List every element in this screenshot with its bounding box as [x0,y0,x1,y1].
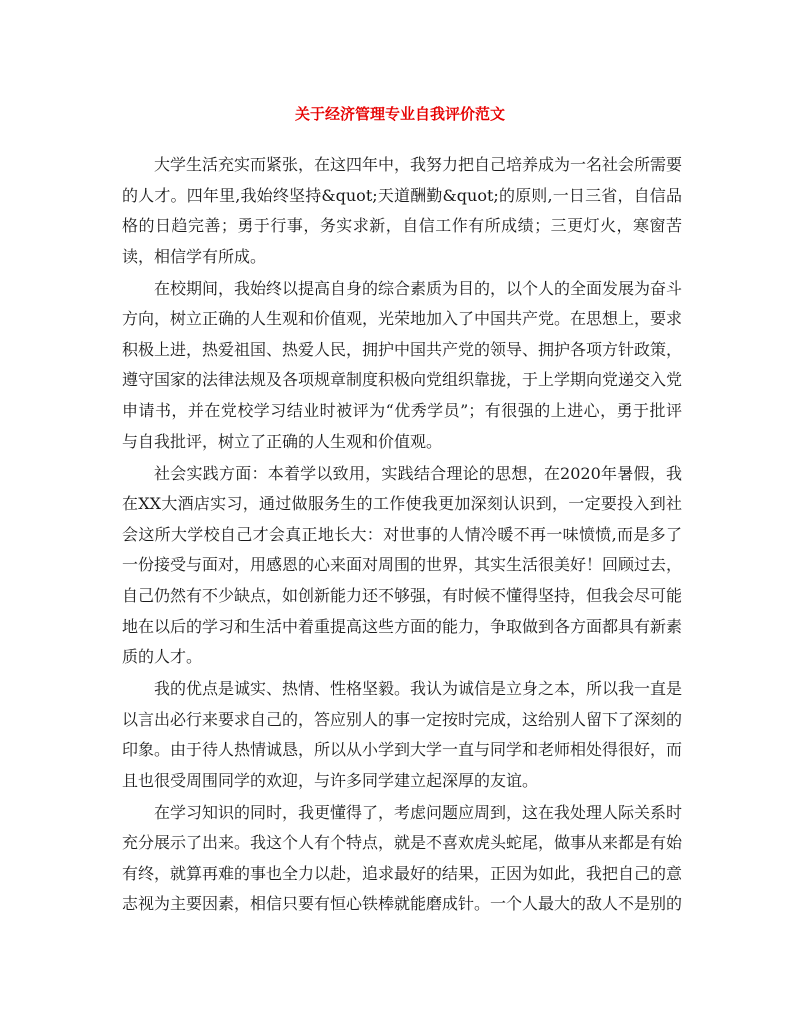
paragraph-1: 大学生活充实而紧张，在这四年中，我努力把自己培养成为一名社会所需要的人才。四年里,我始终坚持&quot;天道酬勤&quot;的原则,一日三省，自信品格的日趋完善；勇于行事，务实求新，自信工作有所成绩；三更灯火，寒窗苦读，相信学有所成。 [122,155,683,266]
paragraph-3: 社会实践方面：本着学以致用，实践结合理论的思想，在2020年暑假，我在XX大酒店实习，通过做服务生的工作使我更加深刻认识到，一定要投入到社会这所大学校自己才会真正地长大：对世事的人情冷暖不再一味愤愤,而是多了一份接受与面对，用感恩的心来面对周围的世界，其实生活很美好！回顾过去，自己仍然有不少缺点，如创新能力还不够强，有时候不懂得坚持，但我会尽可能地在以后的学习和生活中着重提高这些方面的能力，争取做到各方面都具有新素质的人才。 [122,463,683,667]
document-title: 关于经济管理专业自我评价范文 [294,105,505,123]
document-body [122,150,682,921]
paragraph-5: 在学习知识的同时，我更懂得了，考虑问题应周到，这在我处理人际关系时充分展示了出来。我这个人有个特点，就是不喜欢虎头蛇尾，做事从来都是有始有终，就算再难的事也全力以赴，追求最好的结果，正因为如此，我把自己的意志视为主要因素，相信只要有恒心铁棒就能磨成针。一个人最大的敌人不是别的 [122,802,683,914]
paragraph-2: 在校期间，我始终以提高自身的综合素质为目的，以个人的全面发展为奋斗方向，树立正确的人生观和价值观，光荣地加入了中国共产党。在思想上，要求积极上进，热爱祖国、热爱人民，拥护中国共产党的领导、拥护各项方针政策，遵守国家的法律法规及各项规章制度积极向党组织靠拢，于上学期向党递交入党申请书，并在党校学习结业时被评为“优秀学员”；有很强的上进心，勇于批评与自我批评，树立了正确的人生观和价值观。 [122,278,683,451]
paragraph-4: 我的优点是诚实、热情、性格坚毅。我认为诚信是立身之本，所以我一直是以言出必行来要求自己的，答应别人的事一定按时完成，这给别人留下了深刻的印象。由于待人热情诚恳，所以从小学到大学一直与同学和老师相处得很好，而且也很受周围同学的欢迎，与许多同学建立起深厚的友谊。 [122,678,683,790]
